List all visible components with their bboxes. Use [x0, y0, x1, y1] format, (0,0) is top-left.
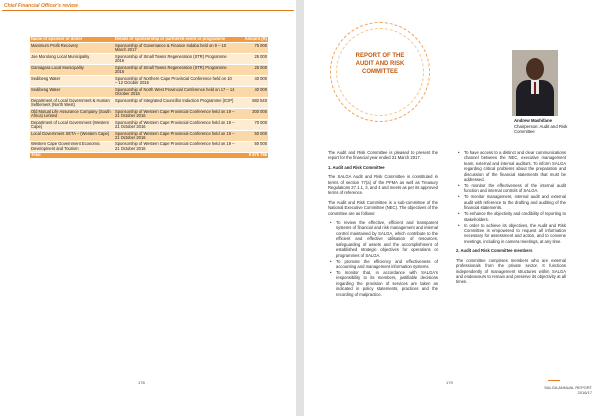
cell-amount: 25 000	[236, 54, 268, 65]
caption-role: Chairperson: Audit and Risk Committee	[514, 124, 568, 135]
cell-sponsor: Western Cape Government Economic Development and Tourism	[30, 142, 114, 153]
cell-amount: 40 000	[236, 76, 268, 87]
total-amount: 9 875 786	[236, 153, 268, 159]
objectives-list-left	[328, 220, 438, 297]
table-row	[30, 87, 268, 98]
cell-amount: 40 000	[236, 87, 268, 98]
cell-amount: 70 000	[236, 120, 268, 131]
header-amount: Amount (R)	[236, 37, 268, 43]
cell-details: Sponsorship of Western Cape Provincial Conference held on 19 – 21 October 2016	[115, 141, 235, 152]
section-title: Chief Financial Officer's review	[4, 3, 78, 9]
cell-amount: 682 540	[236, 98, 268, 109]
cell-details: Sponsorship of Small Towns Regeneration (STR) Programme 2016	[114, 54, 236, 65]
cell-sponsor: Old Mutual Life Assurance Company (South Africa) Limited	[30, 109, 114, 120]
page-number-left: 178	[138, 380, 145, 385]
cell-details: Sponsorship of Governance & Finance Indaba held on 9 – 10 March 2017	[114, 43, 236, 54]
list-item: • To monitor that, in accordance with SALGA's responsibility to its members, justifiable decisions regarding the provision of services are taken as indicated in policy statements, practices and the recording of malpractice.	[328, 270, 438, 297]
paragraph-objectives: The Audit and Risk Committee is a sub-committee of the National Executive Committee (NEC). The objectives of the committee are as follows:	[328, 199, 438, 216]
list-item: • To monitor management, internal audit and external audit with reference to the drafting and auditing of the financial statements.	[456, 194, 566, 210]
cell-details: Sponsorship of Integrated Councillor Induction Programme (ICIP)	[114, 98, 236, 109]
table-row	[30, 131, 268, 142]
cell-sponsor: Gamagara Local Municipality	[30, 65, 114, 76]
sponsorship-table	[30, 37, 268, 159]
page-number-right: 179	[446, 380, 453, 385]
right-page	[304, 0, 600, 416]
footer-report-title	[542, 385, 592, 395]
list-item: • To enhance the objectivity and credibility of reporting to stakeholders.	[456, 211, 566, 222]
cell-amount: 25 000	[236, 65, 268, 76]
cell-sponsor: Sedibeng Water	[30, 87, 114, 98]
cell-details: Sponsorship of Western Cape Provincial Conference held on 19 – 21 October 2016	[115, 119, 235, 130]
table-total-row	[30, 153, 268, 159]
table-row	[30, 142, 268, 153]
table-row	[30, 54, 268, 65]
cell-amount: 75 000	[236, 43, 268, 54]
photo-head	[526, 58, 544, 80]
objectives-list-right	[456, 150, 566, 244]
title-rule	[2, 10, 294, 11]
header-sponsor: Name of sponsor or donor	[30, 37, 114, 43]
list-item: • In order to achieve its objectives, the Audit and Risk Committee is empowered to request all information necessary for assessment and action, and to convene meetings, including in camera meetings, at any time.	[456, 223, 566, 245]
heading-members: 2. Audit and Risk Committee members	[456, 248, 533, 254]
cell-sponsor: Sedibeng Water	[30, 76, 114, 87]
text-column-left	[328, 150, 438, 301]
intro-paragraph: The Audit and Risk Committee is pleased to present the report for the financial year ended 31 March 2017.	[328, 150, 438, 161]
total-label: Total	[30, 153, 114, 159]
list-item: • To monitor the effectiveness of the internal audit function and internal controls of SALGA.	[456, 183, 566, 194]
table-row	[30, 43, 268, 54]
list-item: • To have access to a distinct and clear communications channel between the NEC, executive management team, external and internal auditors. To inform SALGA regarding critical problems about the preparation and discussion of the financial statements that must be addressed.	[456, 150, 566, 182]
table-row	[30, 109, 268, 120]
footer-line-2: 2016/17	[577, 390, 592, 395]
table-row	[30, 65, 268, 76]
heading-committee: 1. Audit and Risk Committee	[328, 164, 385, 170]
table-row	[30, 98, 268, 109]
cell-amount: 50 000	[236, 142, 268, 153]
table-row	[30, 120, 268, 131]
paragraph-constitution: The SALGA Audit and Risk Committee is constituted in terms of section 77(a) of the PFMA as well as Treasury Regulations 27.1.1, 3, and 4 and meets as per its approved terms of reference.	[328, 174, 438, 196]
cell-sponsor: Joe Morolong Local Municipality	[30, 54, 114, 65]
cell-details: Sponsorship of Northern Cape Provincial Conference held on 10 – 12 October 2016	[114, 76, 236, 87]
chairperson-photo	[512, 50, 558, 116]
cell-details: Sponsorship of North West Provincial Conference held on 17 – 14 October 2016	[115, 86, 235, 97]
photo-tie	[534, 82, 536, 94]
page-gutter	[296, 0, 304, 416]
table-row	[30, 76, 268, 87]
list-item: • To promote the efficiency and effectiveness of accounting and management information systems.	[328, 259, 438, 270]
cell-sponsor: Department of Local Government (Western Cape)	[30, 120, 114, 131]
left-page	[0, 0, 296, 416]
footer-line-1: SALGA ANNUAL REPORT	[544, 385, 592, 390]
cell-details: Sponsorship of Western Cape Provincial Conference held on 19 – 21 October 2016	[115, 108, 235, 119]
text-column-right	[456, 150, 566, 289]
feature-title: REPORT OF THE AUDIT AND RISK COMMITTEE	[355, 53, 405, 75]
cell-details: Sponsorship of Western Cape Provincial Conference held on 19 – 21 October 2016	[115, 130, 235, 141]
cell-amount: 50 000	[236, 131, 268, 142]
cell-sponsor: Local Government SETA – (Western Cape)	[30, 131, 114, 142]
cell-amount: 200 000	[236, 109, 268, 120]
caption-name: Andrew Mashifane	[514, 118, 552, 123]
header-details: Details of sponsorship or partnered event or programme	[114, 37, 236, 43]
cell-sponsor: Department of Local Government & Human Settlement (North West)	[30, 98, 114, 109]
footer-rule	[548, 380, 560, 381]
list-item: • To review the effective, efficient and transparent systems of financial and risk management and internal control maintained by SALGA, which contribute to the efficient and effective utilisation of resources, safeguarding of assets and the accomplishment of established strategic objectives for operations or programmes of SALGA.	[328, 220, 438, 258]
paragraph-members: The committee comprises members who are external professionals from the private sector. It functions independently of management structures within SALGA and endeavours to remain and preserve its objectivity at all times.	[456, 257, 566, 285]
cell-details: Sponsorship of Small Towns Regeneration (STR) Programme 2016	[114, 65, 236, 76]
total-spacer	[114, 153, 236, 159]
cell-sponsor: Manimum Profit Recovery	[30, 43, 114, 54]
